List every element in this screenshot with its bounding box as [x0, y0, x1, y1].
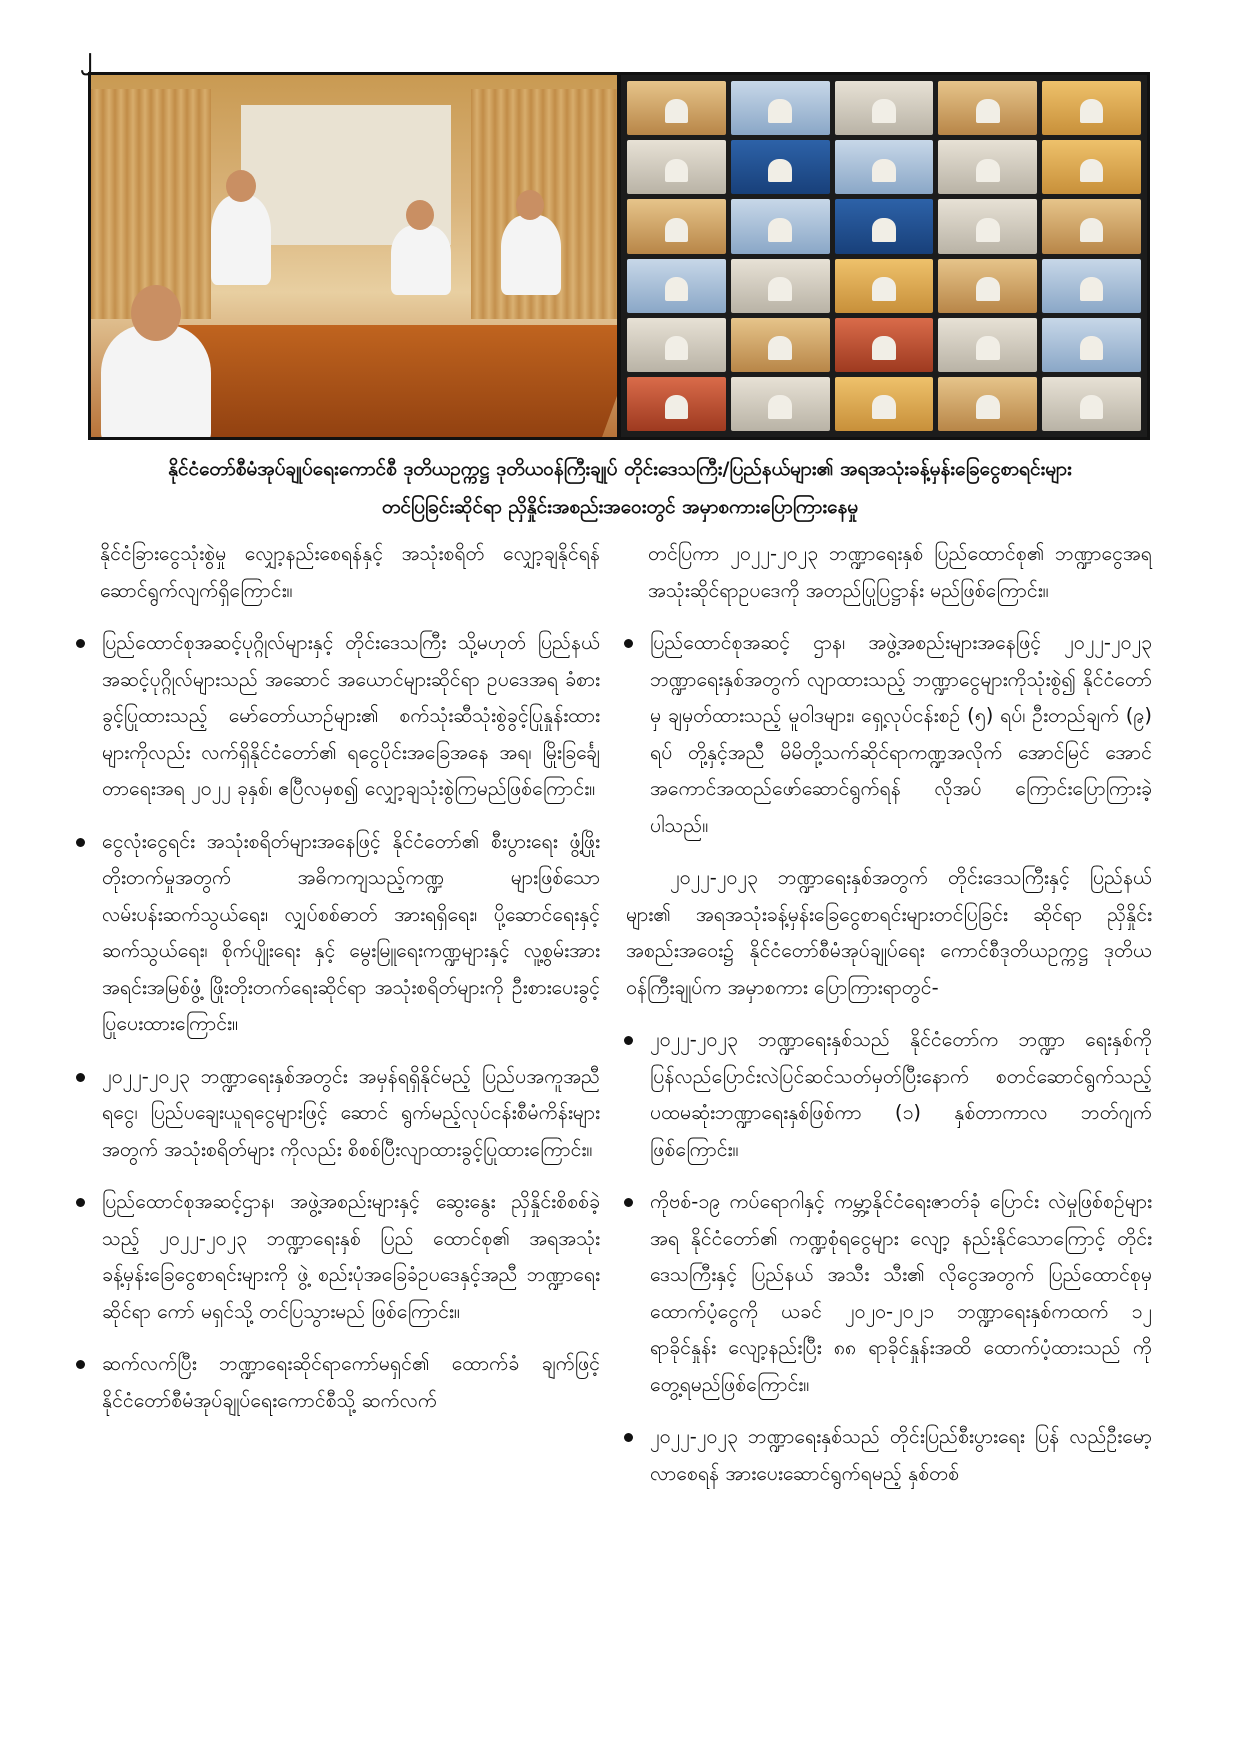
list-item [626, 1419, 1152, 1492]
list-item-text: ပြည်ထောင်စုအဆင့်ဌာန၊ အဖွဲ့အစည်းများနှင့် ဆွေးနွေး ညှိနှိုင်းစိစစ်ခဲ့သည့် ၂၀၂၂-၂၀၂၃ ဘဏ္ဍာရေးနှစ် ပြည် ထောင်စု၏ အရအသုံးခန့်မှန်းခြေငွေစာရင်းများကို ဖွဲ့ စည်းပုံအခြေခံဥပဒေနှင့်အညီ ဘဏ္ဍာရေးဆိုင်ရာ ကော် မရှင်သို့ တင်ပြသွားမည် ဖြစ်ကြောင်း။ [102, 1190, 600, 1323]
left-bullet-list [78, 625, 600, 1419]
video-tile [731, 377, 830, 431]
video-tile [835, 259, 934, 313]
right-body-paragraph: ၂၀၂၂-၂၀၂၃ ဘဏ္ဍာရေးနှစ်အတွက် တိုင်းဒေသကြီးနှင့် ပြည်နယ်များ၏ အရအသုံးခန့်မှန်းခြေငွေစာရင်းများတင်ပြခြင်း ဆိုင်ရာ ညှိနှိုင်းအစည်းအဝေး၌ နိုင်ငံတော်စီမံအုပ်ချုပ်ရေး ကောင်စီဒုတိယဥက္ကဋ္ဌ ဒုတိယဝန်ကြီးချုပ်က အမှာစကား ပြောကြားရာတွင်- [626, 866, 1152, 999]
video-tile [835, 199, 934, 253]
list-item [78, 625, 600, 808]
video-tile [627, 377, 726, 431]
bullet-icon [624, 1036, 633, 1045]
list-item-text: ငွေလုံးငွေရင်း အသုံးစရိတ်များအနေဖြင့် နိုင်ငံတော်၏ စီးပွားရေး ဖွံ့ဖြိုးတိုးတက်မှုအတွက် အဓိကကျသည့်ကဏ္ဍ များဖြစ်သော လမ်းပန်းဆက်သွယ်ရေး၊ လျှပ်စစ်ဓာတ် အားရရှိရေး၊ ပို့ဆောင်ရေးနှင့်ဆက်သွယ်ရေး၊ စိုက်ပျိုးရေး နှင့် မွေးမြူရေးကဏ္ဍများနှင့် လူ့စွမ်းအားအရင်းအမြစ်ဖွံ့ ဖြိုးတိုးတက်ရေးဆိုင်ရာ အသုံးစရိတ်များကို ဦးစားပေးခွင့် ပြုပေးထားကြောင်း။ [102, 829, 600, 1035]
person-foreground-head [131, 285, 181, 341]
person-foreground [101, 325, 211, 437]
right-bullet-list-2 [626, 1022, 1152, 1492]
bullet-icon [624, 639, 633, 648]
video-tile [627, 318, 726, 372]
caption-line-1: နိုင်ငံတော်စီမံအုပ်ချုပ်ရေးကောင်စီ ဒုတိယဥက္ကဋ္ဌ ဒုတိယဝန်ကြီးချုပ် တိုင်းဒေသကြီး/ပြည်နယ်များ၏ အရအသုံးခန့်မှန်းခြေငွေစာရင်းများ [168, 458, 1072, 480]
video-tile [627, 140, 726, 194]
video-tile [938, 377, 1037, 431]
caption-line-2: တင်ပြခြင်းဆိုင်ရာ ညှိနှိုင်းအစည်းအဝေးတွင် အမှာစကားပြောကြားနေမှု [381, 496, 859, 518]
video-tile [627, 259, 726, 313]
list-item-text: ၂၀၂၂-၂၀၂၃ ဘဏ္ဍာရေးနှစ်အတွင်း အမှန်ရရှိနိုင်မည့် ပြည်ပအကူအညီရငွေ၊ ပြည်ပချေးယူရငွေများဖြင့် ဆောင် ရွက်မည့်လုပ်ငန်းစီမံကိန်းများအတွက် အသုံးစရိတ်များ ကိုလည်း စိစစ်ပြီးလျာထားခွင့်ပြုထားကြောင်း။ [102, 1064, 600, 1161]
bullet-icon [624, 1433, 633, 1442]
video-tile [938, 259, 1037, 313]
person-seated-2 [501, 215, 561, 295]
person-seated-2-head [516, 190, 544, 220]
video-tile [731, 140, 830, 194]
video-tile [1042, 259, 1141, 313]
photo-strip [88, 72, 1150, 440]
video-tile [835, 81, 934, 135]
left-intro-paragraph: နိုင်ငံခြားငွေသုံးစွဲမှု လျှော့နည်းစေရန်နှင့် အသုံးစရိတ် လျှော့ချနိုင်ရန် ဆောင်ရွက်လျက်ရှိကြောင်း။ [100, 542, 600, 602]
list-item [626, 1184, 1152, 1403]
person-seated-1 [391, 225, 451, 295]
video-tile [731, 318, 830, 372]
list-item [78, 824, 600, 1043]
list-item [78, 1184, 600, 1330]
meeting-room-photo [91, 75, 617, 437]
video-tile [938, 81, 1037, 135]
list-item-text: ပြည်ထောင်စုအဆင့် ဌာန၊ အဖွဲ့အစည်းများအနေဖြင့် ၂၀၂၂-၂၀၂၃ ဘဏ္ဍာရေးနှစ်အတွက် လျာထားသည့် ဘဏ္ဍာငွေများကိုသုံးစွဲ၍ နိုင်ငံတော်မှ ချမှတ်ထားသည့် မူဝါဒများ၊ ရှေ့လုပ်ငန်းစဉ် (၅) ရပ်၊ ဦးတည်ချက် (၉) ရပ် တို့နှင့်အညီ မိမိတို့သက်ဆိုင်ရာကဏ္ဍအလိုက် အောင်မြင် အောင် အကောင်အထည်ဖော်ဆောင်ရွက်ရန် လိုအပ် ကြောင်းပြောကြားခဲ့ပါသည်။ [650, 631, 1152, 837]
video-tile [1042, 377, 1141, 431]
right-bullet-list-1 [626, 625, 1152, 844]
bullet-icon [76, 1360, 85, 1369]
bullet-icon [76, 1073, 85, 1082]
video-tile [627, 81, 726, 135]
video-tile [1042, 199, 1141, 253]
page-number: ၂ [80, 43, 92, 70]
right-column [626, 536, 1152, 1508]
list-item [78, 1346, 600, 1419]
bullet-icon [624, 1198, 633, 1207]
person-seated-1-head [406, 200, 434, 230]
video-tile [731, 81, 830, 135]
list-item [626, 625, 1152, 844]
video-tile [731, 259, 830, 313]
bullet-icon [76, 639, 85, 648]
video-tile [835, 140, 934, 194]
video-tile [938, 140, 1037, 194]
list-item-text: ၂၀၂၂-၂၀၂၃ ဘဏ္ဍာရေးနှစ်သည် တိုင်းပြည်စီးပွားရေး ပြန် လည်ဦးမော့လာစေရန် အားပေးဆောင်ရွက်ရမည့် နှစ်တစ် [650, 1425, 1152, 1485]
video-tile [1042, 318, 1141, 372]
bullet-icon [76, 1198, 85, 1207]
video-tile [938, 318, 1037, 372]
list-item-text: ၂၀၂၂-၂၀၂၃ ဘဏ္ဍာရေးနှစ်သည် နိုင်ငံတော်က ဘဏ္ဍာ ရေးနှစ်ကို ပြန်လည်ပြောင်းလဲပြင်ဆင်သတ်မှတ်ပြီးနောက် စတင်ဆောင်ရွက်သည့် ပထမဆုံးဘဏ္ဍာရေးနှစ်ဖြစ်ကာ (၁) နှစ်တာကာလ ဘတ်ဂျက်ဖြစ်ကြောင်း။ [650, 1028, 1152, 1161]
video-tile [1042, 140, 1141, 194]
list-item [626, 1022, 1152, 1168]
list-item [78, 1059, 600, 1169]
video-tile [835, 377, 934, 431]
person-standing-head [226, 170, 256, 202]
left-column [78, 536, 600, 1435]
list-item-text: ကိုဗစ်-၁၉ ကပ်ရောဂါနှင့် ကမ္ဘာ့နိုင်ငံရေးဇာတ်ခုံ ပြောင်း လဲမှုဖြစ်စဉ်များအရ နိုင်ငံတော်၏ ကဏ္ဍစုံရငွေများ လျော့ နည်းနိုင်သောကြောင့် တိုင်းဒေသကြီးနှင့် ပြည်နယ် အသီး သီး၏ လိုငွေအတွက် ပြည်ထောင်စုမှ ထောက်ပံ့ငွေကို ယခင် ၂၀၂၀-၂၀၂၁ ဘဏ္ဍာရေးနှစ်ကထက် ၁၂ ရာခိုင်နှုန်း လျော့နည်းပြီး ၈၈ ရာခိုင်နှုန်းအထိ ထောက်ပံ့ထားသည် ကို တွေ့ရမည်ဖြစ်ကြောင်း။ [650, 1190, 1152, 1396]
video-tile [731, 199, 830, 253]
video-tile [627, 199, 726, 253]
list-item-text: ဆက်လက်ပြီး ဘဏ္ဍာရေးဆိုင်ရာကော်မရှင်၏ ထောက်ခံ ချက်ဖြင့် နိုင်ငံတော်စီမံအုပ်ချုပ်ရေးကောင်စီသို့ ဆက်လက် [102, 1352, 600, 1412]
list-item-text: ပြည်ထောင်စုအဆင့်ပုဂ္ဂိုလ်များနှင့် တိုင်းဒေသကြီး သို့မဟုတ် ပြည်နယ်အဆင့်ပုဂ္ဂိုလ်များသည် အဆောင် အယောင်များဆိုင်ရာ ဥပဒေအရ ခံစားခွင့်ပြုထားသည့် မော်တော်ယာဉ်များ၏ စက်သုံးဆီသုံးစွဲခွင့်ပြုနှုန်းထား များကိုလည်း လက်ရှိနိုင်ငံတော်၏ ရငွေပိုင်းအခြေအနေ အရ၊ မြိုးခြင်္ချေတာရေးအရ ၂၀၂၂ ခုနှစ်၊ ဧပြီလမှစ၍ လျှော့ချသုံးစွဲကြမည်ဖြစ်ကြောင်း။ [102, 631, 600, 800]
photo-caption [70, 450, 1170, 526]
video-tile [938, 199, 1037, 253]
video-conference-grid-photo [621, 75, 1147, 437]
person-standing [211, 195, 271, 285]
video-tile [1042, 81, 1141, 135]
bullet-icon [76, 838, 85, 847]
right-intro-paragraph: တင်ပြကာ ၂၀၂၂-၂၀၂၃ ဘဏ္ဍာရေးနှစ် ပြည်ထောင်စု၏ ဘဏ္ဍာငွေအရအသုံးဆိုင်ရာဥပဒေကို အတည်ပြုပြဋ္ဌာန်း မည်ဖြစ်ကြောင်း။ [648, 542, 1152, 602]
video-tile [835, 318, 934, 372]
